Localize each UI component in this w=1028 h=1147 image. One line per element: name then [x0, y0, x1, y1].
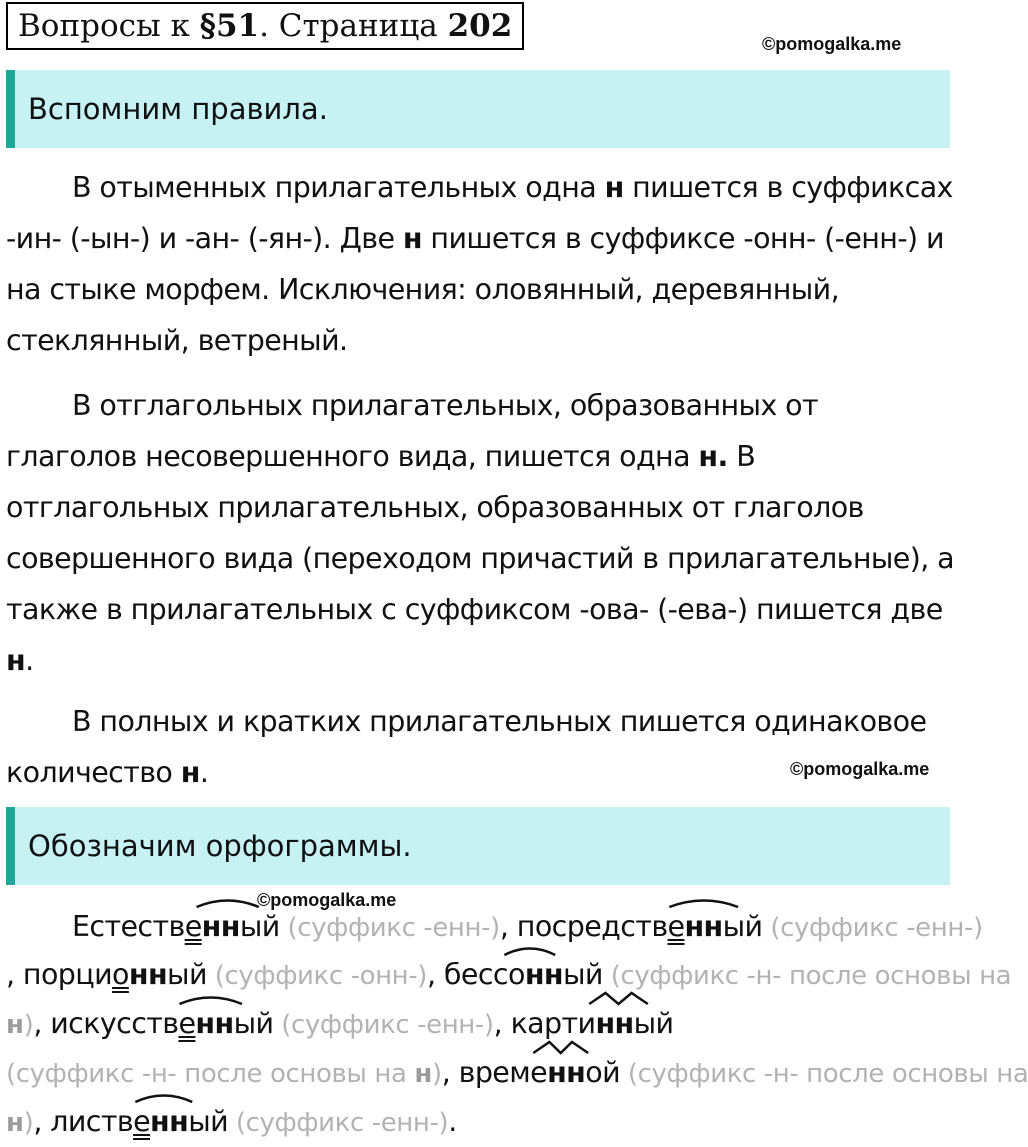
suffix-arc-mark: [517, 894, 763, 908]
rule-paragraph-1: В отыменных прилагательных одна н пишется в суффиксах -ин- (-ын-) и -ан- (-ян-). Две н пишется в суффиксе -онн- (-енн-) и на стыке морфем. Исключения: оловянный, деревянный, стеклянный, ветреный.: [6, 171, 953, 357]
watermark: ©pomogalka.me: [790, 759, 930, 779]
word-iskusstvennyi: искусственный: [50, 1000, 273, 1047]
page-number: 202: [447, 8, 513, 44]
example-line: Естественный (суффикс -енн-), посредственный (суффикс -енн-): [6, 903, 983, 952]
watermark: ©pomogalka.me: [257, 890, 397, 910]
junction-mark: [459, 1040, 620, 1054]
junction-mark: [511, 991, 674, 1005]
word-listvennyi: лиственный: [50, 1098, 228, 1145]
rule-paragraph-2: В отглагольных прилагательных, образованных от глаголов несовершенного вида, пишется одна н. В отглагольных прилагательных, образованных от глаголов совершенного вида (переходом причастий в прилагательные), а также в прилагательных с суффиксом -ова- (-ева-) пишется две н.: [6, 389, 955, 677]
example-line: н), искусственный (суффикс -енн-), картинный: [6, 1000, 673, 1049]
section-number: §51: [199, 8, 260, 44]
root-arc-mark: [444, 942, 603, 956]
word-portsionnyi: порционный: [22, 958, 207, 991]
word-estestvennyi: Естественный: [72, 903, 280, 950]
word-bessonnyi: бессонный: [444, 951, 603, 998]
word-vremennoi: временной: [459, 1049, 620, 1096]
watermark: ©pomogalka.me: [762, 34, 902, 54]
section-heading-rules: Вспомним правила.: [6, 70, 950, 148]
example-line: , порционный (суффикс -онн-), бессонный (суффикс -н- после основы на: [6, 951, 1011, 1000]
word-posredstvennyi: посредственный: [517, 903, 763, 950]
suffix-arc-mark: [50, 991, 273, 1005]
rule-paragraph-3: В полных и кратких прилагательных пишется одинаковое количество н.: [6, 705, 927, 789]
example-line: (суффикс -н- после основы на н), временной (суффикс -н- после основы на: [6, 1049, 1028, 1098]
section-heading-spellings: Обозначим орфограммы.: [6, 807, 950, 885]
example-line: н), лиственный (суффикс -енн-).: [6, 1098, 457, 1147]
word-kartinnyi: картинный: [511, 1000, 674, 1047]
spelling-examples: [6, 903, 1028, 1143]
suffix-arc-mark: [72, 894, 280, 908]
page-title: Вопросы к §51. Страница 202: [6, 2, 524, 50]
suffix-arc-mark: [50, 1089, 228, 1103]
